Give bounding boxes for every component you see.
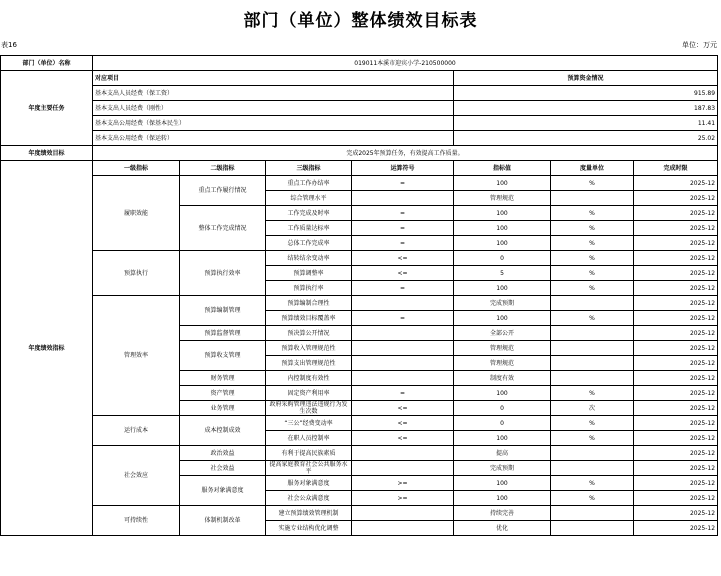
task-row — [1, 101, 718, 116]
level3-cell: 综合管理水平 — [266, 191, 352, 206]
task-amount: 187.83 — [454, 101, 718, 116]
level2-cell: 社会效益 — [180, 461, 266, 476]
value-cell: 制度有效 — [454, 371, 551, 386]
goal-section-label: 年度绩效目标 — [1, 146, 93, 161]
value-cell: 0 — [454, 416, 551, 431]
level3-cell: 预算调整率 — [266, 266, 352, 281]
level3-cell: 建立预算绩效管理机制 — [266, 506, 352, 521]
unit-cell — [551, 191, 634, 206]
operator-cell: = — [352, 206, 454, 221]
deadline-cell: 2025-12 — [634, 521, 718, 536]
level1-cell: 管理效率 — [93, 296, 180, 416]
value-cell: 100 — [454, 221, 551, 236]
task-row — [1, 131, 718, 146]
operator-cell: >= — [352, 491, 454, 506]
deadline-cell: 2025-12 — [634, 341, 718, 356]
operator-cell: = — [352, 281, 454, 296]
task-amount: 915.89 — [454, 86, 718, 101]
operator-cell — [352, 356, 454, 371]
deadline-cell: 2025-12 — [634, 191, 718, 206]
unit-cell: % — [551, 281, 634, 296]
level2-cell: 体制机制改革 — [180, 506, 266, 536]
indicator-row — [1, 251, 718, 266]
operator-cell: = — [352, 311, 454, 326]
goal-text: 完成2025年预算任务，有效提高工作质量。 — [93, 146, 718, 161]
value-cell: 0 — [454, 401, 551, 416]
col-header-level3: 三级指标 — [266, 161, 352, 176]
col-header-unit: 度量单位 — [551, 161, 634, 176]
level2-cell: 资产管理 — [180, 386, 266, 401]
form-code: 表16 — [1, 41, 17, 49]
level2-cell: 预算监督管理 — [180, 326, 266, 341]
unit-cell — [551, 506, 634, 521]
value-cell: 100 — [454, 386, 551, 401]
value-cell: 管理规范 — [454, 356, 551, 371]
deadline-cell: 2025-12 — [634, 326, 718, 341]
level2-cell: 财务管理 — [180, 371, 266, 386]
unit-cell — [551, 356, 634, 371]
level2-cell: 政治效益 — [180, 446, 266, 461]
indicator-row — [1, 506, 718, 521]
level3-cell: 预决算公开情况 — [266, 326, 352, 341]
unit-cell — [551, 371, 634, 386]
deadline-cell: 2025-12 — [634, 401, 718, 416]
deadline-cell: 2025-12 — [634, 461, 718, 476]
unit-cell — [551, 326, 634, 341]
col-header-level1: 一级指标 — [93, 161, 180, 176]
level3-cell: 工作完成及时率 — [266, 206, 352, 221]
operator-cell: = — [352, 221, 454, 236]
unit-cell: % — [551, 251, 634, 266]
value-cell: 100 — [454, 431, 551, 446]
unit-cell: % — [551, 416, 634, 431]
operator-cell — [352, 446, 454, 461]
unit-cell: % — [551, 266, 634, 281]
deadline-cell: 2025-12 — [634, 446, 718, 461]
goal-row — [1, 146, 718, 161]
level3-cell: 实施专业结构优化调整 — [266, 521, 352, 536]
unit-cell — [551, 446, 634, 461]
level3-cell: 预算支出管理规范性 — [266, 356, 352, 371]
level3-cell: 预算编制合理性 — [266, 296, 352, 311]
value-cell: 100 — [454, 236, 551, 251]
value-cell: 0 — [454, 251, 551, 266]
task-name: 基本支出公用经费（保基本民生） — [93, 116, 454, 131]
unit-cell: % — [551, 176, 634, 191]
task-row — [1, 116, 718, 131]
level3-cell: 社会公众满意度 — [266, 491, 352, 506]
level2-cell: 整体工作完成情况 — [180, 206, 266, 251]
deadline-cell: 2025-12 — [634, 236, 718, 251]
indicator-row — [1, 296, 718, 311]
value-cell: 全部公开 — [454, 326, 551, 341]
indicator-row — [1, 416, 718, 431]
task-row — [1, 86, 718, 101]
level3-cell: 总体工作完成率 — [266, 236, 352, 251]
level3-cell: 重点工作办结率 — [266, 176, 352, 191]
level3-cell: 预算执行率 — [266, 281, 352, 296]
deadline-cell: 2025-12 — [634, 356, 718, 371]
operator-cell: <= — [352, 401, 454, 416]
level2-cell: 预算编制管理 — [180, 296, 266, 326]
tasks-header-row — [1, 71, 718, 86]
deadline-cell: 2025-12 — [634, 506, 718, 521]
level2-cell: 预算收支管理 — [180, 341, 266, 371]
deadline-cell: 2025-12 — [634, 221, 718, 236]
deadline-cell: 2025-12 — [634, 311, 718, 326]
level3-cell: 在职人员控制率 — [266, 431, 352, 446]
deadline-cell: 2025-12 — [634, 176, 718, 191]
task-amount: 25.02 — [454, 131, 718, 146]
deadline-cell: 2025-12 — [634, 206, 718, 221]
unit-cell: % — [551, 221, 634, 236]
level3-cell: 固定资产利用率 — [266, 386, 352, 401]
deadline-cell: 2025-12 — [634, 266, 718, 281]
operator-cell — [352, 296, 454, 311]
operator-cell — [352, 341, 454, 356]
unit-cell — [551, 521, 634, 536]
level1-cell: 预算执行 — [93, 251, 180, 296]
value-cell: 100 — [454, 476, 551, 491]
unit-note: 单位：万元 — [682, 41, 717, 49]
level1-cell: 履职效能 — [93, 176, 180, 251]
unit-cell: % — [551, 206, 634, 221]
task-name: 基本支出公用经费（保运转） — [93, 131, 454, 146]
dept-label: 部门（单位）名称 — [1, 56, 93, 71]
value-cell: 完成预期 — [454, 296, 551, 311]
deadline-cell: 2025-12 — [634, 416, 718, 431]
level3-cell: 工作质量达标率 — [266, 221, 352, 236]
level3-cell: 预算收入管理规范性 — [266, 341, 352, 356]
value-cell: 持续完善 — [454, 506, 551, 521]
operator-cell: <= — [352, 431, 454, 446]
value-cell: 优化 — [454, 521, 551, 536]
unit-cell — [551, 341, 634, 356]
deadline-cell: 2025-12 — [634, 281, 718, 296]
dept-row — [1, 56, 718, 71]
value-cell: 管理规范 — [454, 341, 551, 356]
value-cell: 提高 — [454, 446, 551, 461]
indicator-row — [1, 176, 718, 191]
unit-cell — [551, 461, 634, 476]
col-header-deadline: 完成时限 — [634, 161, 718, 176]
operator-cell — [352, 191, 454, 206]
operator-cell — [352, 461, 454, 476]
level2-cell: 预算执行效率 — [180, 251, 266, 296]
operator-cell: <= — [352, 266, 454, 281]
operator-cell — [352, 506, 454, 521]
level1-cell: 可持续性 — [93, 506, 180, 536]
level3-cell: “三公”经费变动率 — [266, 416, 352, 431]
deadline-cell: 2025-12 — [634, 431, 718, 446]
operator-cell: = — [352, 236, 454, 251]
value-cell: 100 — [454, 281, 551, 296]
unit-cell: % — [551, 311, 634, 326]
value-cell: 5 — [454, 266, 551, 281]
operator-cell: >= — [352, 476, 454, 491]
task-amount: 11.41 — [454, 116, 718, 131]
level3-cell: 政府采购管理违法违规行为发生次数 — [266, 401, 352, 416]
value-cell: 管理规范 — [454, 191, 551, 206]
unit-cell: 次 — [551, 401, 634, 416]
indicator-row — [1, 446, 718, 461]
page-title: 部门（单位）整体绩效目标表 — [243, 11, 478, 31]
level2-cell: 成本控制成效 — [180, 416, 266, 446]
level1-cell: 运行成本 — [93, 416, 180, 446]
value-cell: 100 — [454, 176, 551, 191]
dept-value: 019011本溪市迎宾小学-210500000 — [93, 56, 718, 71]
level3-cell: 内控制度有效性 — [266, 371, 352, 386]
value-cell: 100 — [454, 206, 551, 221]
deadline-cell: 2025-12 — [634, 386, 718, 401]
indicators-section-label: 年度绩效指标 — [1, 161, 93, 536]
level3-cell: 提高家庭教育社会公共服务水平 — [266, 461, 352, 476]
operator-cell — [352, 521, 454, 536]
indicators-header-row — [1, 161, 718, 176]
task-name: 基本支出人员经费（刚性） — [93, 101, 454, 116]
unit-cell: % — [551, 236, 634, 251]
col-header-level2: 二级指标 — [180, 161, 266, 176]
level3-cell: 预算绩效目标覆盖率 — [266, 311, 352, 326]
tasks-section-label: 年度主要任务 — [1, 71, 93, 146]
unit-cell — [551, 296, 634, 311]
task-name: 基本支出人员经费（保工资） — [93, 86, 454, 101]
unit-cell: % — [551, 386, 634, 401]
unit-cell: % — [551, 476, 634, 491]
unit-cell: % — [551, 431, 634, 446]
value-cell: 完成预期 — [454, 461, 551, 476]
operator-cell — [352, 326, 454, 341]
level1-cell: 社会效应 — [93, 446, 180, 506]
operator-cell: = — [352, 176, 454, 191]
level3-cell: 有利于提高民族素质 — [266, 446, 352, 461]
col-header-operator: 运算符号 — [352, 161, 454, 176]
deadline-cell: 2025-12 — [634, 371, 718, 386]
value-cell: 100 — [454, 311, 551, 326]
level2-cell: 重点工作履行情况 — [180, 176, 266, 206]
operator-cell: <= — [352, 251, 454, 266]
deadline-cell: 2025-12 — [634, 251, 718, 266]
deadline-cell: 2025-12 — [634, 491, 718, 506]
tasks-col-budget: 预算资金情况 — [454, 71, 718, 86]
deadline-cell: 2025-12 — [634, 476, 718, 491]
value-cell: 100 — [454, 491, 551, 506]
performance-table — [0, 55, 718, 536]
operator-cell: = — [352, 386, 454, 401]
operator-cell: <= — [352, 416, 454, 431]
unit-cell: % — [551, 491, 634, 506]
level3-cell: 服务对象满意度 — [266, 476, 352, 491]
level3-cell: 结转结余变动率 — [266, 251, 352, 266]
operator-cell — [352, 371, 454, 386]
deadline-cell: 2025-12 — [634, 296, 718, 311]
level2-cell: 业务管理 — [180, 401, 266, 416]
level2-cell: 服务对象满意度 — [180, 476, 266, 506]
col-header-value: 指标值 — [454, 161, 551, 176]
tasks-col-project: 对应项目 — [93, 71, 454, 86]
